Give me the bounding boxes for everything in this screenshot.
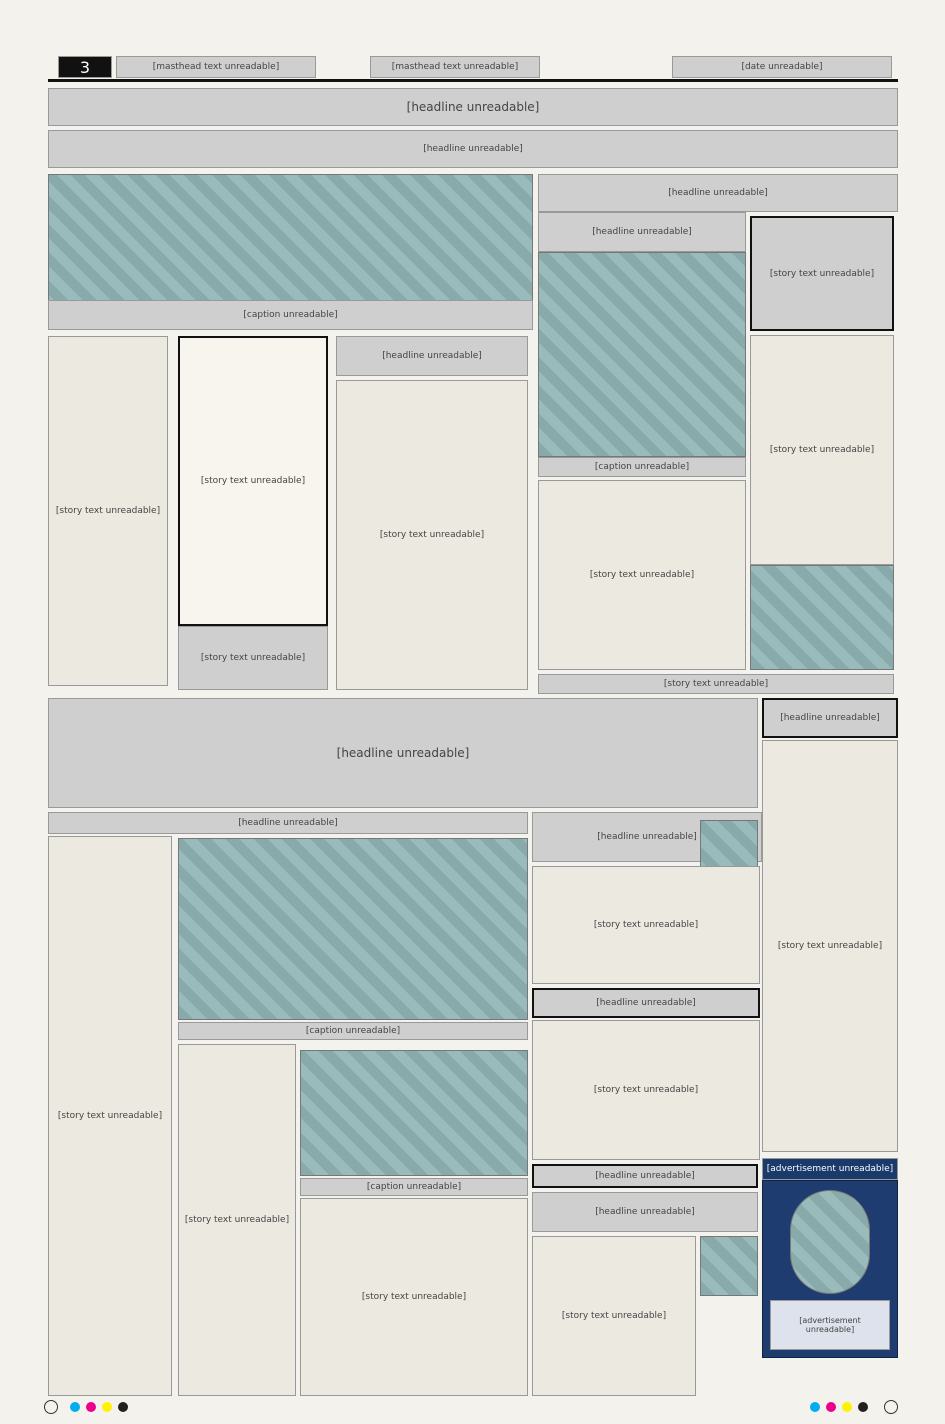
- cheetah-story: [story text unreadable]: [532, 866, 760, 984]
- sidebar-story: [story text unreadable]: [762, 740, 898, 1152]
- cyan-swatch-right: [810, 1402, 820, 1412]
- magenta-swatch: [86, 1402, 96, 1412]
- tableau-caption: [caption unreadable]: [48, 300, 533, 330]
- group-caption: [caption unreadable]: [300, 1178, 528, 1196]
- yellow-swatch: [102, 1402, 112, 1412]
- obituary-banner: [advertisement unreadable]: [762, 1158, 898, 1180]
- story-column-1: [story text unreadable]: [48, 336, 168, 686]
- wildlife-subhead: [headline unreadable]: [48, 812, 528, 834]
- worship-story: [story text unreadable]: [178, 1044, 296, 1396]
- elephant-photo: [178, 838, 528, 1020]
- procession-story-b: [story text unreadable]: [538, 480, 746, 670]
- color-bar-left: [70, 1402, 128, 1412]
- politician-portrait: [700, 1236, 758, 1296]
- cyan-swatch: [70, 1402, 80, 1412]
- newspaper-logo: [masthead text unreadable]: [370, 56, 540, 78]
- issue-date: [date unreadable]: [672, 56, 892, 78]
- crop-mark-left: [44, 1400, 58, 1414]
- elephant-caption: [caption unreadable]: [178, 1022, 528, 1040]
- main-headline: [headline unreadable]: [48, 88, 898, 126]
- campaign-story: [story text unreadable]: [336, 380, 528, 690]
- crop-mark-right: [884, 1400, 898, 1414]
- black-swatch-right: [858, 1402, 868, 1412]
- procession-story-a: [story text unreadable]: [750, 335, 894, 565]
- campaign-headline: [headline unreadable]: [336, 336, 528, 376]
- black-swatch: [118, 1402, 128, 1412]
- review-headline: [headline unreadable]: [532, 988, 760, 1018]
- karur-headline: [headline unreadable]: [532, 1164, 758, 1188]
- group-photo: [300, 1050, 528, 1176]
- boxed-story: [story text unreadable]: [178, 336, 328, 626]
- story-column-2: [story text unreadable]: [178, 626, 328, 690]
- delegation-headline: [headline unreadable]: [532, 1192, 758, 1232]
- procession-subhead: [headline unreadable]: [538, 212, 746, 252]
- procession-photo-2: [750, 565, 894, 670]
- wildlife-story-column: [story text unreadable]: [48, 836, 172, 1396]
- review-story: [story text unreadable]: [532, 1020, 760, 1160]
- color-bar-right: [810, 1402, 868, 1412]
- wildlife-headline: [headline unreadable]: [48, 698, 758, 808]
- yellow-swatch-right: [842, 1402, 852, 1412]
- procession-story-c: [story text unreadable]: [538, 674, 894, 694]
- cheetah-headline: [headline unreadable]: [532, 812, 762, 862]
- procession-headline: [headline unreadable]: [538, 174, 898, 212]
- main-subheads: [headline unreadable]: [48, 130, 898, 168]
- procession-boxed-note: [story text unreadable]: [750, 216, 894, 331]
- sidebar-headline: [headline unreadable]: [762, 698, 898, 738]
- section-title: [masthead text unreadable]: [116, 56, 316, 78]
- obituary-portrait: [790, 1190, 870, 1294]
- magenta-swatch-right: [826, 1402, 836, 1412]
- obituary-text: [advertisement unreadable]: [770, 1300, 890, 1350]
- procession-caption: [caption unreadable]: [538, 457, 746, 477]
- page-number: 3: [58, 56, 112, 78]
- procession-photo-1: [538, 252, 746, 457]
- group-story: [story text unreadable]: [300, 1198, 528, 1396]
- delegation-story: [story text unreadable]: [532, 1236, 696, 1396]
